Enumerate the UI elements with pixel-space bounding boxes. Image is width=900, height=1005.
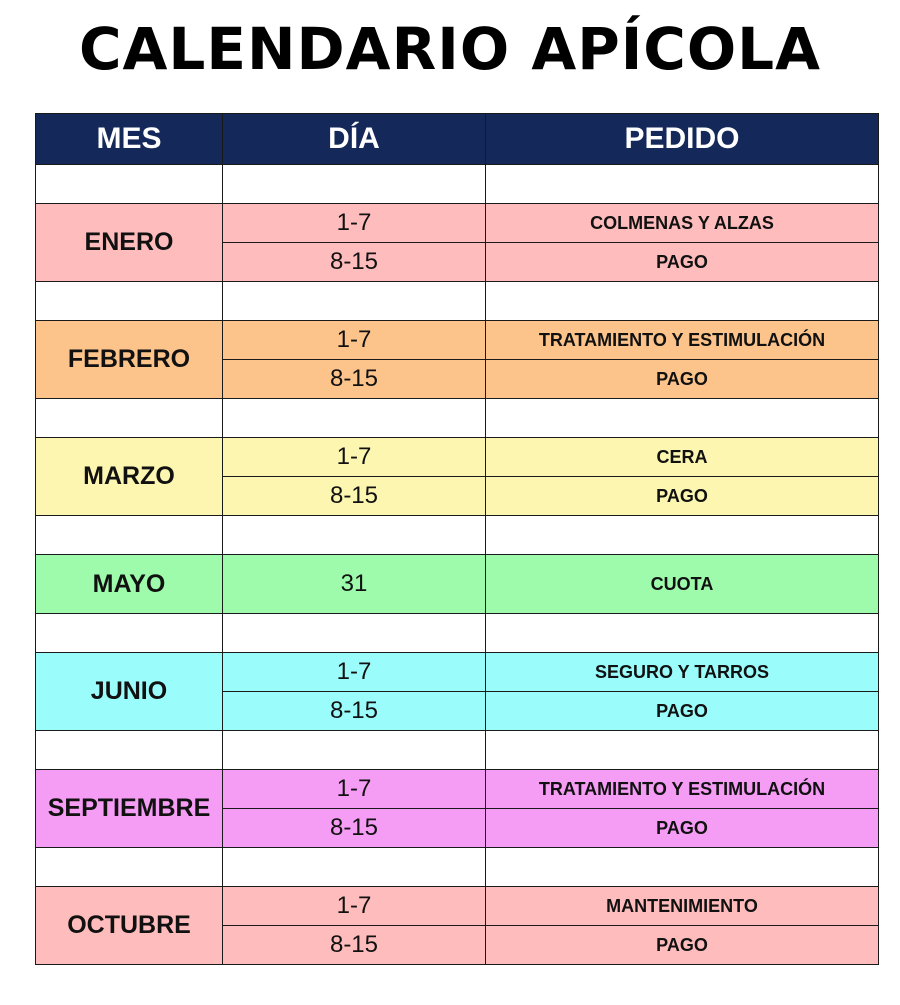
day-cell: 8-15 [223,360,486,399]
table-row [36,653,879,692]
day-cell: 1-7 [223,204,486,243]
day-cell: 1-7 [223,653,486,692]
spacer-row [36,614,879,653]
spacer-row [36,282,879,321]
table-row [36,321,879,360]
spacer-row [36,516,879,555]
month-cell-marzo: MARZO [36,438,223,516]
month-cell-octubre: OCTUBRE [36,887,223,965]
day-cell: 1-7 [223,887,486,926]
order-cell: MANTENIMIENTO [486,887,879,926]
day-cell: 1-7 [223,321,486,360]
month-cell-febrero: FEBRERO [36,321,223,399]
order-cell: CERA [486,438,879,477]
header-mes: MES [36,114,223,165]
order-cell: COLMENAS Y ALZAS [486,204,879,243]
order-cell: PAGO [486,926,879,965]
day-cell: 8-15 [223,926,486,965]
table-row [36,204,879,243]
table-row [36,770,879,809]
table-row [36,887,879,926]
table-row [36,438,879,477]
day-cell: 31 [223,555,486,614]
day-cell: 8-15 [223,243,486,282]
order-cell: PAGO [486,692,879,731]
order-cell: TRATAMIENTO Y ESTIMULACIÓN [486,321,879,360]
day-cell: 1-7 [223,438,486,477]
spacer-row [36,165,879,204]
order-cell: TRATAMIENTO Y ESTIMULACIÓN [486,770,879,809]
spacer-row [36,848,879,887]
order-cell: PAGO [486,809,879,848]
order-cell: PAGO [486,477,879,516]
header-pedido: PEDIDO [486,114,879,165]
header-row [36,114,879,165]
day-cell: 8-15 [223,477,486,516]
header-dia: DÍA [223,114,486,165]
spacer-row [36,399,879,438]
order-cell: SEGURO Y TARROS [486,653,879,692]
order-cell: PAGO [486,243,879,282]
calendar-table [35,113,879,965]
table-row [36,555,879,614]
month-cell-junio: JUNIO [36,653,223,731]
page-title: CALENDARIO APÍCOLA [78,15,822,83]
month-cell-septiembre: SEPTIEMBRE [36,770,223,848]
month-cell-mayo: MAYO [36,555,223,614]
day-cell: 8-15 [223,809,486,848]
spacer-row [36,731,879,770]
day-cell: 8-15 [223,692,486,731]
order-cell: PAGO [486,360,879,399]
day-cell: 1-7 [223,770,486,809]
month-cell-enero: ENERO [36,204,223,282]
order-cell: CUOTA [486,555,879,614]
